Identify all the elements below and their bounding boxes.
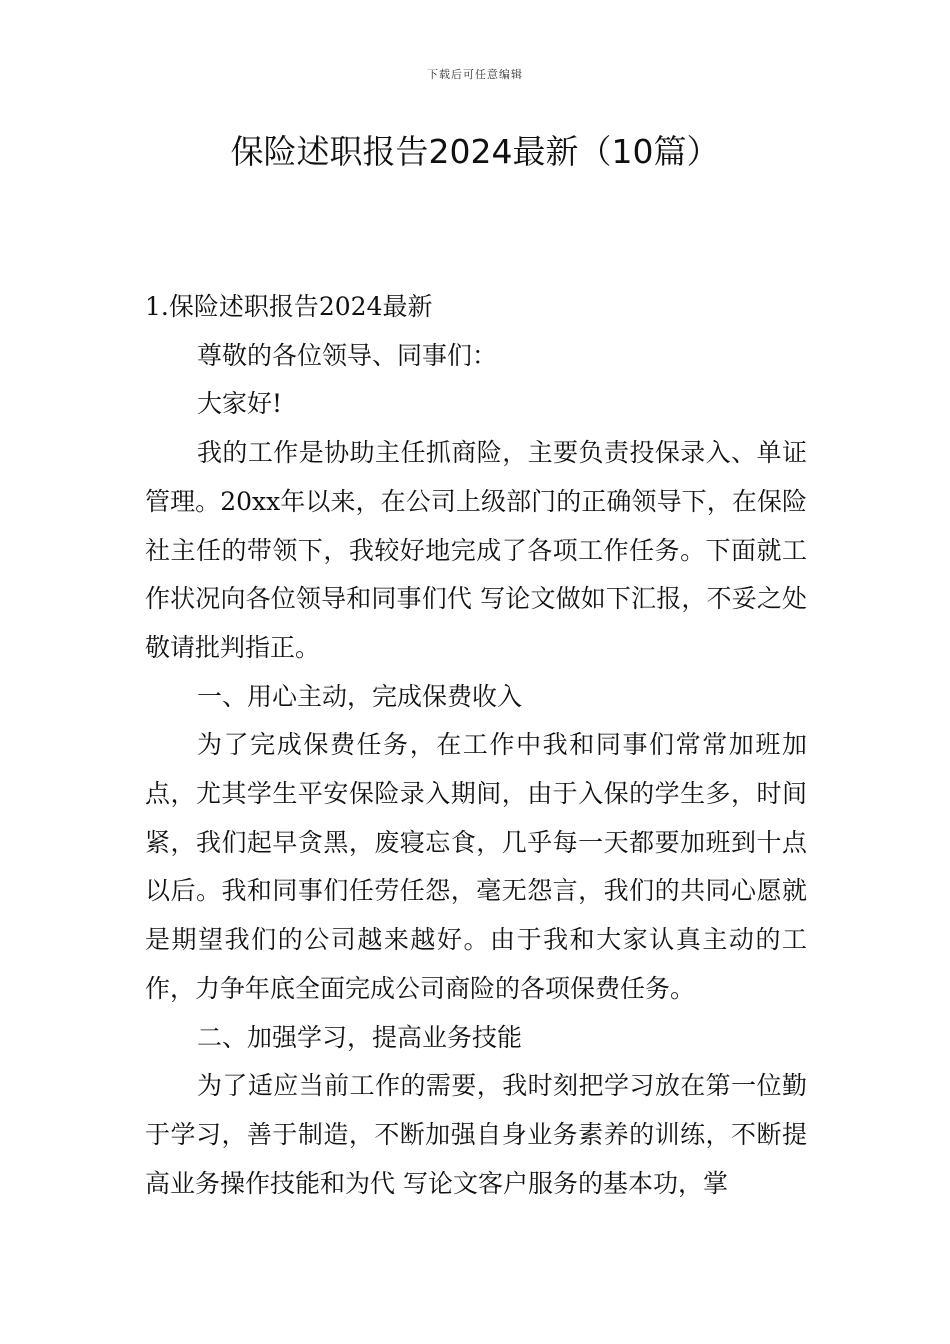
greeting: 尊敬的各位领导、同事们： [197,340,498,370]
paragraph-one: 为了完成保费任务，在工作中我和同事们常常加班加点，尤其学生平安保险录入期间，由于入保的学生多，时间紧，我们起早贪黑，废寝忘食，几乎每一天都要加班到十点以后。我和同事们任劳任怨，毫无怨言，我们的共同心愿就是期望我们的公司越来越好。由于我和大家认真主动的工作，力争年底全面完成公司商险的各项保费任务。 [145,730,807,1003]
document-body [145,283,807,1208]
paragraph-intro: 我的工作是协助主任抓商险，主要负责投保录入、单证管理。20xx年以来，在公司上级部门的正确领导下，在保险社主任的带领下，我较好地完成了各项工作任务。下面就工作状况向各位领导和同事们代 写论文做如下汇报，不妥之处敬请批判指正。 [145,438,807,662]
paragraph-two: 为了适应当前工作的需要，我时刻把学习放在第一位勤于学习，善于制造，不断加强自身业务素养的训练，不断提高业务操作技能和为代 写论文客户服务的基本功，掌 [145,1071,807,1198]
salutation: 大家好! [197,389,283,419]
subheading-two: 二、加强学习，提高业务技能 [197,1022,523,1052]
header-note: 下载后可任意编辑 [427,68,523,81]
document-title: 保险述职报告2024最新（10篇） [230,132,720,171]
subheading-one: 一、用心主动，完成保费收入 [197,681,523,711]
section-heading: 1.保险述职报告2024最新 [145,292,433,321]
